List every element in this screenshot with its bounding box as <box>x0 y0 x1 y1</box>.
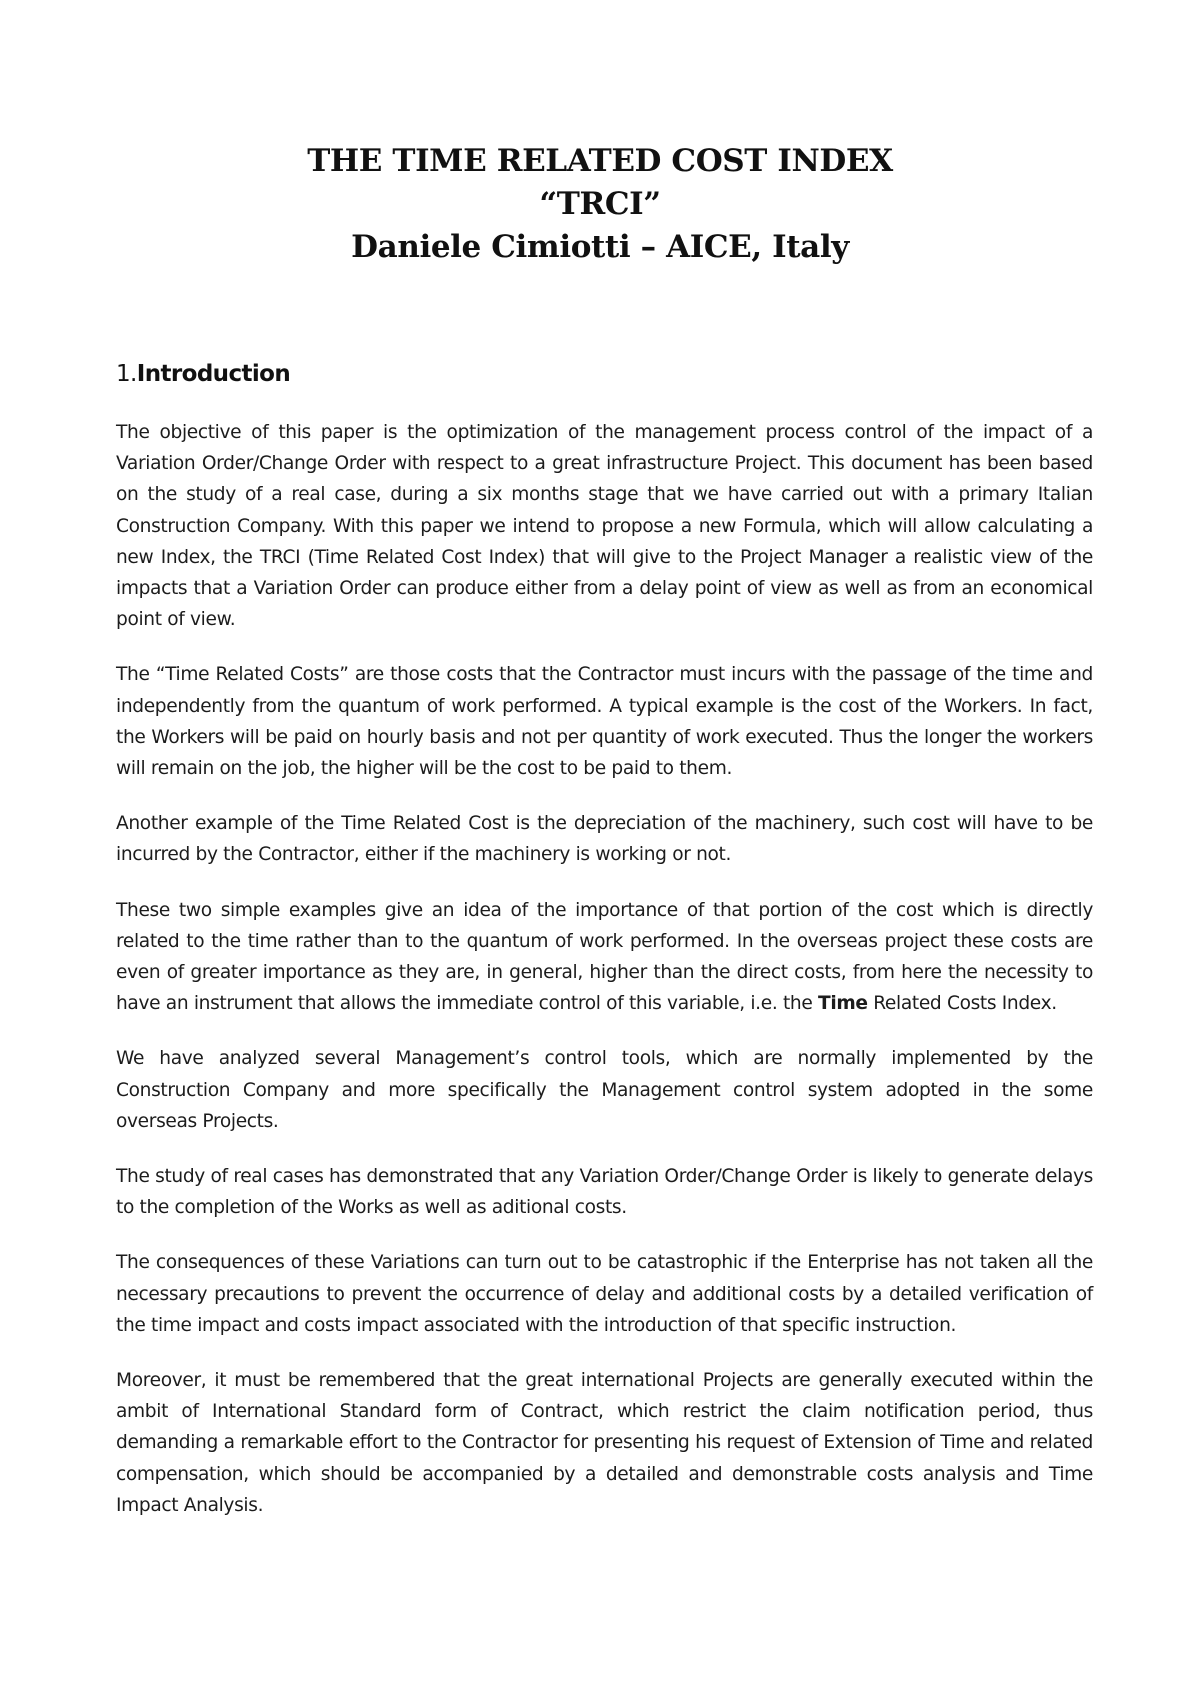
paragraph-1: The objective of this paper is the optimization of the management process control of the impact of a Variation Order/Change Order with respect to a great infrastructure Project. This document has been based on the study of a real case, during a six months stage that we have carried out with a primary Italian Construction Company. With this paper we intend to propose a new Formula, which will allow calculating a new Index, the TRCI (Time Related Cost Index) that will give to the Project Manager a realistic view of the impacts that a Variation Order can produce either from a delay point of view as well as from an economical point of view. <box>116 422 1093 631</box>
paragraph-7: The consequences of these Variations can turn out to be catastrophic if the Enterprise has not taken all the necessary precautions to prevent the occurrence of delay and additional costs by a detailed verification of the time impact and costs impact associated with the introduction of that specific instruction. <box>116 1252 1093 1336</box>
term-costs: Costs <box>946 993 997 1015</box>
term-related: Related <box>873 993 942 1015</box>
paragraph-8: Moreover, it must be remembered that the great international Projects are generally executed within the ambit of International Standard form of Contract, which restrict the claim notification period, thus demanding a remarkable effort to the Contractor for presenting his request of Extension of Time and related compensation, which should be accompanied by a detailed and demonstrable costs analysis and Time Impact Analysis. <box>116 1370 1093 1516</box>
section-title: Introduction <box>136 361 291 387</box>
paragraph-3: Another example of the Time Related Cost is the depreciation of the machinery, such cost will have to be incurred by the Contractor, either if the machinery is working or not. <box>116 813 1093 866</box>
document-title <box>0 140 1200 269</box>
section-heading <box>116 358 290 390</box>
term-index: Index. <box>1001 993 1057 1015</box>
title-line-main: THE TIME RELATED COST INDEX <box>307 143 893 179</box>
paragraph-5: We have analyzed several Management’s control tools, which are normally implemented by the Construction Company and more specifically the Management control system adopted in the some overseas Projects. <box>116 1048 1093 1132</box>
term-time: Time <box>817 993 868 1015</box>
section-number: 1. <box>116 361 137 387</box>
title-line-author: Daniele Cimiotti – AICE, Italy <box>351 229 849 265</box>
paragraph-4-text: These two simple examples give an idea of the importance of that portion of the cost which is directly related to the time rather than to the quantum of work performed. In the overseas project these costs are even of greater importance as they are, in general, higher than the direct costs, from here the necessity to have an instrument that allows the immediate control of this variable, i.e. the <box>116 899 1093 1015</box>
paragraph-4 <box>116 895 1093 1020</box>
paragraph-2: The “Time Related Costs” are those costs that the Contractor must incurs with the passage of the time and independently from the quantum of work performed. A typical example is the cost of the Workers. In fact, the Workers will be paid on hourly basis and not per quantity of work executed. Thus the longer the workers will remain on the job, the higher will be the cost to be paid to them. <box>116 664 1093 780</box>
document-body <box>116 417 1093 1545</box>
paragraph-6: The study of real cases has demonstrated that any Variation Order/Change Order is likely to generate delays to the completion of the Works as well as aditional costs. <box>116 1166 1093 1219</box>
title-line-acronym: “TRCI” <box>539 186 661 222</box>
